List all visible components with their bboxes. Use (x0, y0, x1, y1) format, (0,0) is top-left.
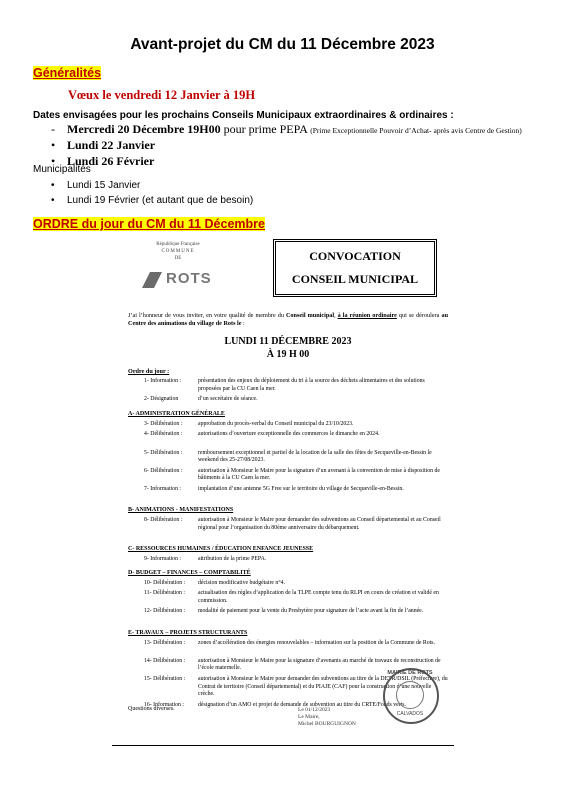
conseil-date-item (33, 138, 522, 154)
agenda-item-text: zones d’accélération des énergies renouvelables – information sur la position de la Commune de Rots. (198, 639, 436, 646)
agenda-item-label: 6- Délibération : (144, 467, 183, 474)
meeting-time: À 19 H 00 (266, 349, 310, 360)
stamp-top-text: MAIRIE DE ROTS (387, 670, 433, 676)
agenda-item-text: autorisation à Monsieur le Maire pour la signature d’avenants au marché de travaux de reconstruction de l’école maternelle. (198, 657, 441, 672)
ordre-heading: ORDRE du jour du CM du 11 Décembre (33, 217, 265, 231)
agenda-item-text: remboursement exceptionnel et partiel de la location de la salle des fêtes de Secqueville-en-Bessin le weekend des 25-27/08/2023. (198, 449, 432, 464)
rots-logo-text: ROTS (166, 270, 212, 287)
de-label: DE (174, 256, 182, 261)
page-title: Avant-projet du CM du 11 Décembre 2023 (130, 36, 435, 53)
agenda-item-label: 3- Délibération : (144, 420, 183, 427)
stamp-bottom-text: CALVADOS (396, 711, 424, 717)
bullet: • (51, 154, 56, 168)
agenda-item-label: 4- Délibération : (144, 431, 183, 438)
agenda-section-title: C- RESSOURCES HUMAINES / ÉDUCATION ENFANCE JEUNESSE (128, 546, 314, 552)
intro-paragraph: J’ai l’honneur de vous inviter, en votre qualité de membre du Conseil municipal, à la réunion ordinaire qui se déroulera au Centre des animations du village de Rots le : (128, 312, 449, 327)
dates-heading: Dates envisagées pour les prochains Conseils Municipaux extraordinaires & ordinaires : (33, 110, 454, 121)
agenda-item-text: d’un secrétaire de séance. (198, 396, 258, 403)
agenda-section-title: D- BUDGET – FINANCES – COMPTABILITÉ (128, 569, 251, 576)
agenda-item-label: 5- Délibération : (144, 449, 183, 456)
commune-label: COMMUNE (161, 249, 195, 254)
agenda-section-title: E- TRAVAUX – PROJETS STRUCTURANTS (128, 629, 248, 636)
municipalite-date-item (33, 178, 253, 193)
municipalites-list (33, 178, 253, 208)
bullet: - (51, 122, 55, 136)
questions-diverses: Questions diverses. (128, 706, 175, 712)
agenda-item-label: 7- Information : (144, 486, 182, 492)
agenda-item-text: approbation du procès-verbal du Conseil municipal du 23/10/2023. (198, 420, 354, 427)
agenda-item-text: autorisation à Monsieur le Maire pour demander des subventions au Conseil départemental et au Conseil régional pour l’organisation du 80ème anniversaire du débarquement. (198, 517, 441, 531)
conseil-date-item (33, 154, 522, 170)
agenda-item-text: implantation d’une antenne 5G Free sur le territoire du village de Secqueville-en-Bessin. (198, 486, 404, 492)
agenda-item-label: 2- Désignation (144, 396, 179, 403)
voeux-line: Vœux le vendredi 12 Janvier à 19H (68, 88, 256, 102)
stamp-inner-ring (396, 681, 424, 709)
municipalite-date-item (33, 193, 253, 208)
convocation-document (128, 236, 448, 746)
conseil-purpose: pour prime PEPA (220, 122, 311, 136)
republique-label: République Française (156, 242, 200, 247)
agenda-item-label: 14- Délibération : (144, 657, 186, 664)
generalites-heading: Généralités (33, 66, 102, 80)
agenda-item-label: 15- Délibération : (144, 676, 186, 682)
municipalite-date: Lundi 15 Janvier (67, 180, 141, 191)
conseil-date: Lundi 22 Janvier (67, 138, 156, 152)
agenda-item-label: 12- Délibération : (144, 608, 186, 615)
conseil-date-item (33, 122, 522, 138)
municipalites-label: Municipalités (33, 164, 91, 175)
bullet: • (51, 138, 56, 152)
agenda-item-text: désignation d’un AMO et projet de demande de subvention au titre du CRTE/Fonds verts. (198, 701, 406, 708)
convocation-title-box (273, 239, 437, 297)
conseil-title: CONSEIL MUNICIPAL (291, 272, 419, 286)
conseils-list (33, 122, 522, 170)
signature-name: Michel BOURGUIGNON (298, 721, 356, 727)
agenda-item-text: modalité de paiement pour la vente du Presbytère pour signature de l’acte avant la fin de l’année. (198, 608, 424, 615)
bullet: • (51, 195, 55, 206)
agenda-section-title: A- ADMINISTRATION GÉNÉRALE (128, 410, 225, 417)
agenda-item-label: 16- Information : (144, 701, 184, 708)
agenda-item-text: autorisation à Monsieur le Maire pour demander des subventions au titre de la DETR/DSIL (Préfecture), du Contrat de territoire (Conseil départemental) et du PIAJE (CAF) pour la construction d’une nouvelle crèche. (198, 676, 448, 698)
odj-label: Ordre du jour : (128, 368, 170, 375)
agenda-item-label: 1- Information : (144, 378, 182, 384)
conseil-note: (Prime Exceptionnelle Pouvoir d’Achat- après avis Centre de Gestion) (310, 126, 522, 135)
conseil-date: Mercredi 20 Décembre 19H00 (67, 122, 221, 136)
agenda-item-text: décision modificative budgétaire n°4. (198, 579, 285, 586)
agenda-section-title: B- ANIMATIONS - MANIFESTATIONS (128, 507, 234, 514)
signature-title: Le Maire, (298, 714, 320, 720)
agenda-item-label: 9- Information : (144, 556, 182, 562)
convocation-title: CONVOCATION (309, 249, 401, 263)
municipalite-date: Lundi 19 Février (et autant que de besoin) (67, 195, 254, 206)
meeting-date: LUNDI 11 DÉCEMBRE 2023 (224, 336, 352, 347)
agenda-item-text: autorisations d’ouverture exceptionnelle des commerces le dimanche en 2024. (198, 431, 380, 438)
conseil-date: Lundi 26 Février (67, 154, 155, 168)
agenda-item-text: actualisation des règles d’application de la TLPE compte tenu du RLPI en cours de création et validé en commission. (198, 590, 439, 604)
bullet: • (51, 180, 55, 191)
bottom-divider (112, 745, 454, 746)
agenda-item-text: attribution de la prime PEPA. (198, 556, 267, 562)
signature-date: Le 01/12/2023 (298, 707, 331, 713)
agenda-item-text: présentation des enjeux du déploiement du tri à la source des déchets alimentaires et des solutions proposées par la CU Caen la mer. (198, 378, 425, 392)
rots-logo-icon (142, 272, 162, 288)
agenda-item-text: autorisation à Monsieur le Maire pour la signature d’un avenant à la convention de mise à disposition de bâtiments à la CU Caen la mer. (198, 467, 440, 482)
agenda-item-label: 8- Délibération : (144, 517, 183, 524)
signature-block (298, 707, 356, 728)
agenda-item-label: 10- Délibération : (144, 579, 186, 586)
agenda-item-label: 13- Délibération : (144, 639, 186, 646)
agenda-item-label: 11- Délibération : (144, 590, 185, 597)
